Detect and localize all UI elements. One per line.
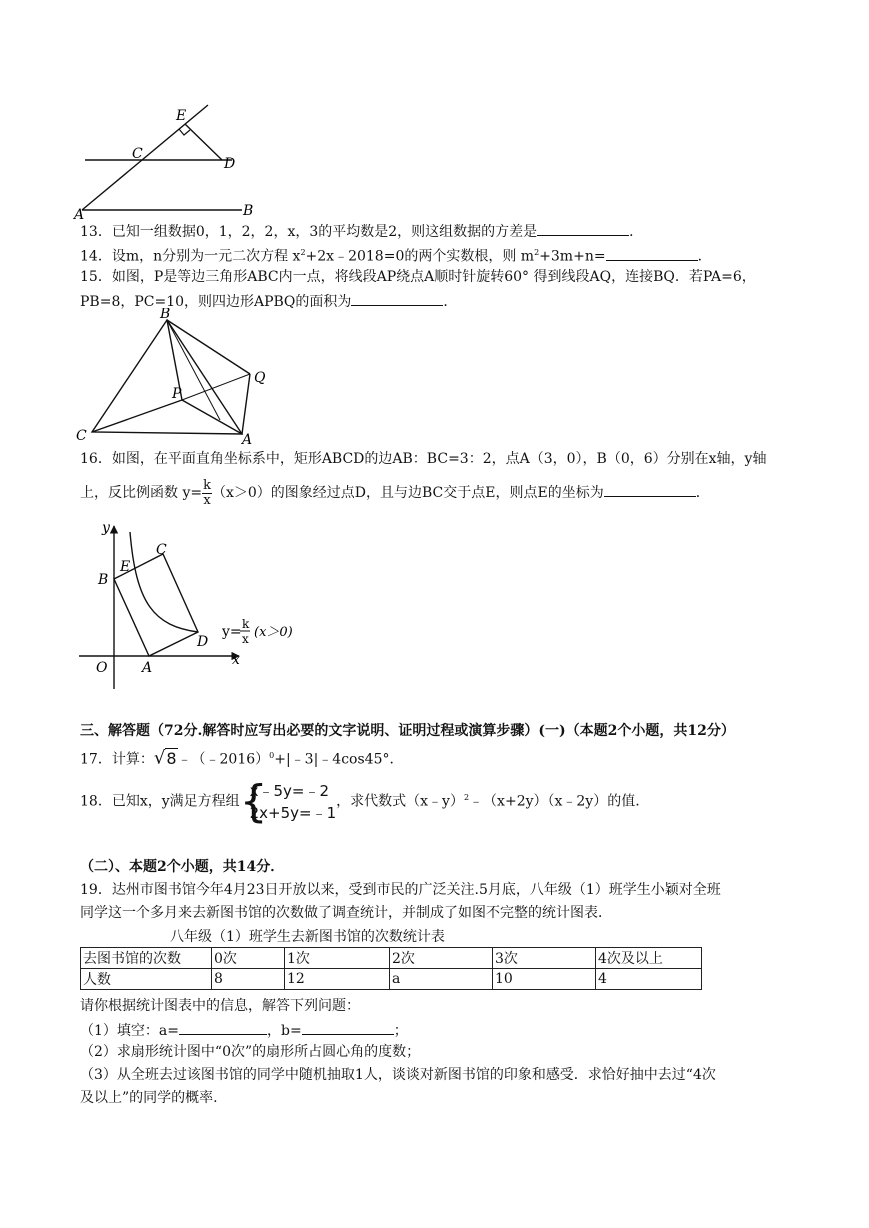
- q19-sub3-line1: （3）从全班去过该图书馆的同学中随机抽取1人，谈谈对新图书馆的印象和感受．求恰好抽中去过“4次: [80, 1067, 716, 1083]
- question-18: [80, 772, 640, 827]
- q15-line2-text: PB=8，PC=10，则四边形APBQ的面积为: [80, 294, 352, 310]
- line-bq: [167, 320, 250, 374]
- q18-sup: 2: [463, 793, 470, 802]
- label-c: C: [132, 146, 143, 162]
- right-angle-mark: [179, 129, 190, 135]
- label-e: E: [120, 559, 131, 575]
- table-cell: 去图书馆的次数: [81, 948, 212, 969]
- table-cell: 4: [596, 969, 702, 990]
- q14-sup2: 2: [534, 248, 540, 257]
- q19-line3: 请你根据统计图表中的信息，解答下列问题：: [80, 998, 360, 1014]
- q19-sub1: [80, 1020, 408, 1040]
- label-b: B: [243, 203, 254, 219]
- section-3-heading: 三、解答题（72分.解答时应写出必要的文字说明、证明过程或演算步骤）(一)（本题2个小题，共12分）: [80, 723, 735, 739]
- q15-answer-blank[interactable]: [351, 291, 443, 306]
- func-y: y=: [222, 624, 242, 640]
- figure-q16: [74, 514, 324, 694]
- triangle-abc: [92, 320, 242, 434]
- q18-a: 18．已知x，y满足方程组: [80, 793, 240, 810]
- label-a: A: [242, 432, 253, 448]
- q19-sub1-a: （1）填空：a=: [80, 1023, 179, 1039]
- q18-b: ，求代数式（x﹣y）: [336, 793, 464, 810]
- label-b: B: [160, 308, 171, 322]
- q16-frac-num: k: [203, 477, 211, 493]
- q13-text: 13．已知一组数据0，1，2，2，x，3的平均数是2，则这组数据的方差是: [80, 224, 538, 240]
- line-pc: [92, 400, 182, 432]
- line-pq: [182, 374, 250, 400]
- table-cell: a: [390, 969, 493, 990]
- q18-eq1: x﹣5y=﹣2: [249, 781, 330, 800]
- table-row: [81, 969, 702, 990]
- table-cell: 1次: [285, 948, 390, 969]
- func-cond: (x＞0): [254, 625, 293, 640]
- q17-sup: 0: [269, 751, 275, 760]
- equation-system: [239, 775, 337, 827]
- q16-end: ．: [695, 485, 710, 501]
- label-o: O: [96, 660, 108, 676]
- table-cell: 3次: [493, 948, 596, 969]
- table-cell: 4次及以上: [596, 948, 702, 969]
- q15-end: ．: [443, 294, 458, 310]
- q14-text-a: 14．设m，n分别为一元二次方程 x: [80, 248, 301, 265]
- q15-line1: 15．如图，P是等边三角形ABC内一点，将线段AP绕点A顺时针旋转60° 得到线段AQ，连接BQ．若PA=6，: [80, 269, 756, 285]
- label-a: A: [74, 207, 85, 220]
- question-17: [80, 745, 403, 771]
- q14-text-c: +3m+n=: [539, 248, 606, 265]
- q18-c: ﹣（x+2y）（x﹣2y）的值.: [469, 793, 640, 810]
- q14-answer-blank[interactable]: [606, 246, 698, 261]
- func-den: x: [242, 632, 249, 646]
- label-y: y: [102, 520, 110, 536]
- q13-answer-blank[interactable]: [537, 221, 629, 236]
- line-ae: [82, 105, 208, 210]
- q17-c: +|﹣3|﹣4cos45°．: [274, 751, 404, 768]
- q14-text-b: +2x﹣2018=0的两个实数根，则 m: [305, 248, 535, 265]
- q18-eq2: 2x+5y=﹣1: [249, 803, 337, 822]
- q19-sub2: （2）求扇形统计图中“0次”的扇形所占圆心角的度数；: [80, 1044, 421, 1060]
- label-d: D: [197, 634, 209, 650]
- q14-sup1: 2: [300, 248, 306, 257]
- label-c: C: [76, 428, 87, 444]
- label-p: P: [172, 386, 182, 402]
- line-ed: [185, 124, 222, 160]
- q17-a: 17．计算：: [80, 751, 154, 768]
- figure-q12: [70, 100, 270, 220]
- table-cell: 0次: [212, 948, 285, 969]
- question-13: [80, 221, 643, 241]
- q19-line2: 同学这一个多月来去新图书馆的次数做了调查统计，并制成了如图不完整的统计图表．: [80, 905, 612, 921]
- brace-icon: {: [239, 775, 268, 827]
- label-q: Q: [254, 370, 266, 386]
- q16-answer-blank[interactable]: [604, 482, 696, 497]
- func-num: k: [242, 617, 250, 631]
- table-cell: 12: [285, 969, 390, 990]
- answer-blank-a[interactable]: [179, 1020, 267, 1035]
- figure-q15: [70, 308, 280, 448]
- sqrt-symbol: √: [153, 747, 166, 769]
- q19-sub1-end: ；: [393, 1023, 408, 1039]
- label-c: C: [156, 542, 167, 558]
- part-2-heading: （二）、本题2个小题，共14分．: [80, 859, 285, 875]
- table-cell: 8: [212, 969, 285, 990]
- table-cell: 2次: [390, 948, 493, 969]
- question-14: [80, 244, 712, 266]
- label-b: B: [98, 572, 109, 588]
- q13-end: ．: [629, 224, 644, 240]
- label-x: x: [232, 652, 240, 668]
- q16-line2a: 上，反比例函数 y=: [80, 485, 203, 501]
- line-qa: [242, 374, 250, 434]
- q16-line1: 16．如图，在平面直角坐标系中，矩形ABCD的边AB：BC=3：2，点A（3，0），B（0，6）分别在x轴，y轴: [80, 451, 767, 467]
- label-a: A: [142, 660, 153, 676]
- q14-end: ．: [697, 248, 712, 265]
- label-e: E: [176, 108, 187, 124]
- table-cell: 人数: [81, 969, 212, 990]
- q17-sqrt-arg: 8: [166, 748, 177, 768]
- q16-line2b: （x＞0）的图象经过点D，且与边BC交于点E，则点E的坐标为: [211, 485, 604, 501]
- q17-b: ﹣（﹣2016）: [177, 751, 270, 768]
- table-title: 八年级（1）班学生去新图书馆的次数统计表: [170, 929, 445, 945]
- q19-sub3-line2: 及以上”的同学的概率.: [80, 1090, 218, 1106]
- label-d: D: [224, 156, 236, 172]
- statistics-table: [80, 947, 702, 990]
- q16-line2: [80, 478, 710, 508]
- line-b-inner: [167, 320, 220, 420]
- q16-fraction: [202, 479, 212, 508]
- table-header-row: [81, 948, 702, 969]
- table-cell: 10: [493, 969, 596, 990]
- q19-line1: 19．达州市图书馆今年4月23日开放以来，受到市民的广泛关注.5月底，八年级（1）班学生小颖对全班: [80, 882, 721, 898]
- q19-sub1-b: ，b=: [266, 1023, 302, 1039]
- answer-blank-b[interactable]: [302, 1020, 394, 1035]
- q16-frac-den: x: [203, 492, 211, 508]
